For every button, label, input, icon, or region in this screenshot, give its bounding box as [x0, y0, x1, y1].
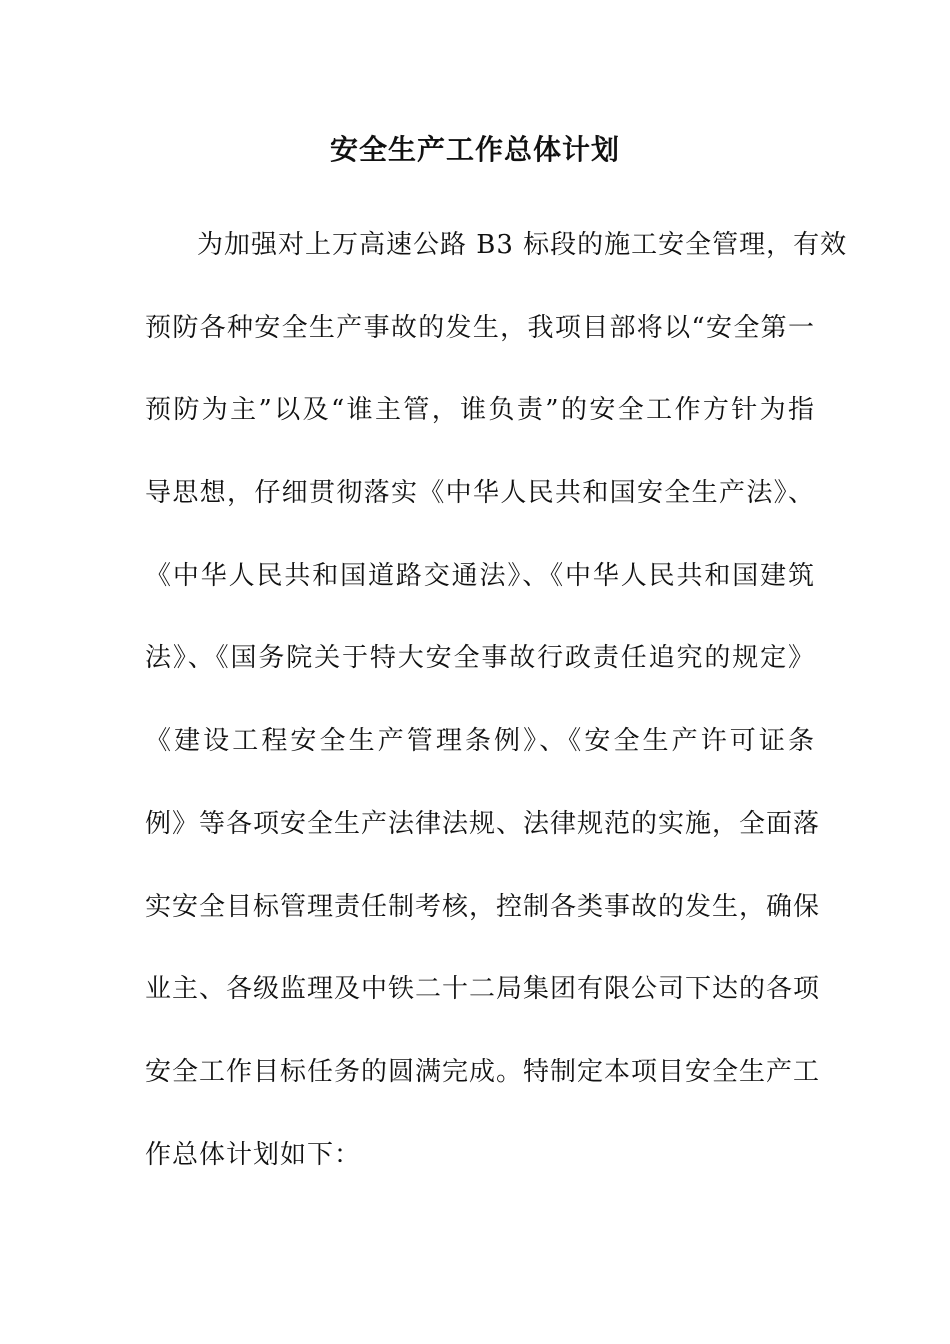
paragraph-line: 《中华人民共和国道路交通法》、《中华人民共和国建筑	[145, 560, 815, 591]
paragraph-line: 法》、《国务院关于特大安全事故行政责任追究的规定》	[145, 643, 815, 674]
document-title: 安全生产工作总体计划	[329, 133, 620, 166]
paragraph-line: 导思想，仔细贯彻落实《中华人民共和国安全生产法》、	[145, 478, 815, 509]
paragraph-line: 业主、各级监理及中铁二十二局集团有限公司下达的各项	[145, 974, 821, 1005]
body-paragraph	[145, 221, 848, 1213]
paragraph-line: 实安全目标管理责任制考核，控制各类事故的发生，确保	[145, 891, 821, 922]
paragraph-line: 为加强对上万高速公路 B3 标段的施工安全管理，有效	[197, 230, 848, 260]
paragraph-line: 例》等各项安全生产法律法规、法律规范的实施，全面落	[145, 808, 821, 839]
paragraph-line: 预防为主”以及“谁主管，谁负责”的安全工作方针为指	[145, 395, 815, 426]
paragraph-line: 作总体计划如下：	[145, 1139, 362, 1170]
paragraph-line: 预防各种安全生产事故的发生，我项目部将以“安全第一	[145, 312, 815, 343]
paragraph-line: 《建设工程安全生产管理条例》、《安全生产许可证条	[145, 726, 815, 757]
paragraph-line: 安全工作目标任务的圆满完成。特制定本项目安全生产工	[145, 1056, 821, 1087]
